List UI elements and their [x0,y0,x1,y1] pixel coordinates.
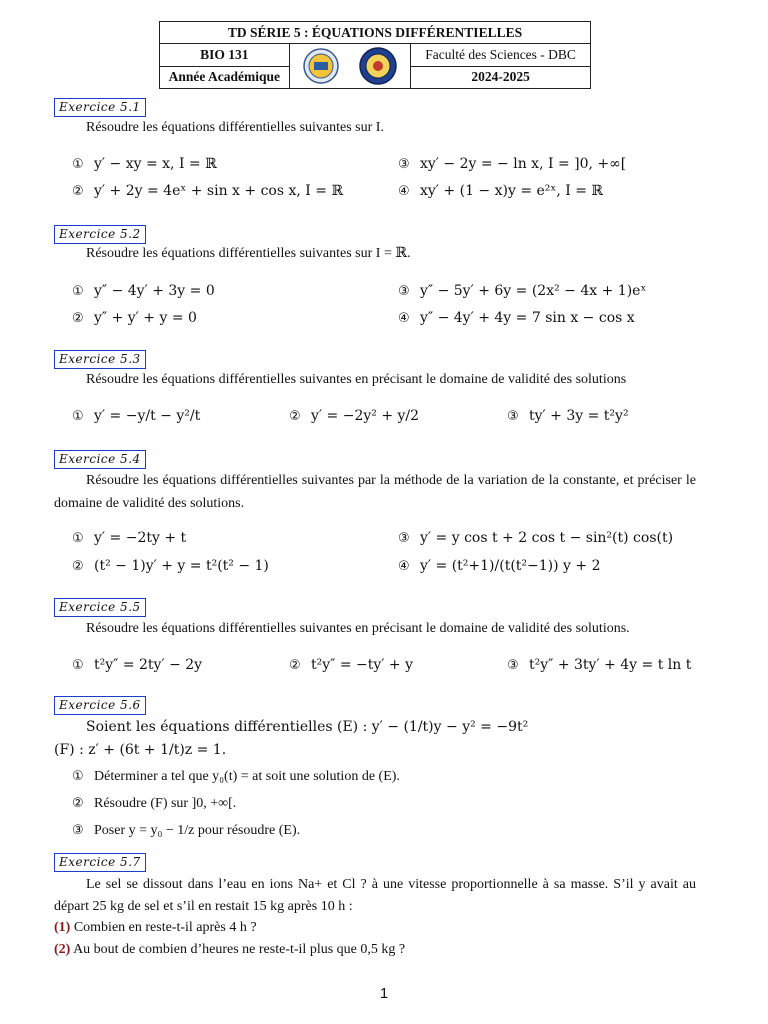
exercise-5-1-label: Exercice 5.1 [54,98,146,117]
header-table [159,21,591,89]
exercise-5-1-item-2: ② y′ + 2y = 4eˣ + sin x + cos x, I = ℝ [72,183,344,199]
exercise-5-3-item-2: ② y′ = −2y² + y/2 [289,408,420,424]
exercise-5-2-item-4: ④ y″ − 4y′ + 4y = 7 sin x − cos x [398,310,635,326]
exercise-5-6-item-2: ② Résoudre (F) sur ]0, +∞[. [72,796,237,811]
exercise-5-6-intro: Soient les équations différentielles (E) : y′ − (1/t)y − y² = −9t² [86,719,529,735]
university-logo-icon [302,47,340,85]
exercise-5-5-item-1: ① t²y″ = 2ty′ − 2y [72,657,203,673]
exercise-5-2-item-3: ③ y″ − 5y′ + 6y = (2x² − 4x + 1)eˣ [398,283,647,299]
exercise-5-1-item-3: ③ xy′ − 2y = − ln x, I = ]0, +∞[ [398,156,627,172]
academic-year: 2024-2025 [411,66,591,89]
exercise-5-7-intro: Le sel se dissout dans l’eau en ions Na+ et Cl ? à une vitesse proportionnelle à sa masse. S’il y avait au départ 25 kg de sel et s’il en restait 15 kg après 10 h : [54,877,696,914]
exercise-5-6-label: Exercice 5.6 [54,696,146,715]
document-title: TD SÉRIE 5 : ÉQUATIONS DIFFÉRENTIELLES [160,22,591,44]
exercise-5-6-intro-f: (F) : z′ + (6t + 1/t)z = 1. [54,742,227,758]
exercise-5-4-item-3: ③ y′ = y cos t + 2 cos t − sin²(t) cos(t) [398,530,674,546]
exercise-5-5-label: Exercice 5.5 [54,598,146,617]
faculty-name: Faculté des Sciences - DBC [411,44,591,67]
exercise-5-4-item-4: ④ y′ = (t²+1)/(t(t²−1)) y + 2 [398,558,601,574]
exercise-5-4-item-2: ② (t² − 1)y′ + y = t²(t² − 1) [72,558,269,574]
exercise-5-4-item-1: ① y′ = −2ty + t [72,530,187,546]
course-code: BIO 131 [160,44,290,67]
year-label: Année Académique [160,66,290,89]
logos-cell [289,44,411,89]
page-number: 1 [379,985,389,1002]
exercise-5-7-question-1: (1) Combien en reste-t-il après 4 h ? [54,920,257,935]
exercise-5-5-item-2: ② t²y″ = −ty′ + y [289,657,413,673]
exercise-5-3-item-1: ① y′ = −y/t − y²/t [72,408,201,424]
exercise-5-4-intro: Résoudre les équations différentielles suivantes par la méthode de la variation de la constante, et préciser le domaine de validité des solutions. [54,473,696,511]
exercise-5-2-item-2: ② y″ + y′ + y = 0 [72,310,197,326]
exercise-5-1-item-1: ① y′ − xy = x, I = ℝ [72,156,217,172]
exercise-5-3-item-3: ③ ty′ + 3y = t²y² [507,408,629,424]
exercise-5-2-intro: Résoudre les équations différentielles suivantes sur I = ℝ. [86,246,411,261]
exercise-5-3-label: Exercice 5.3 [54,350,146,369]
exercise-5-1-intro: Résoudre les équations différentielles suivantes sur I. [86,120,384,135]
exercise-5-6-item-3: ③ Poser y = y₀ − 1/z pour résoudre (E). [72,823,301,838]
exercise-5-7-question-2: (2) Au bout de combien d’heures ne reste-t-il plus que 0,5 kg ? [54,942,406,957]
exercise-5-5-item-3: ③ t²y″ + 3ty′ + 4y = t ln t [507,657,692,673]
exercise-5-2-label: Exercice 5.2 [54,225,146,244]
exercise-5-7-label: Exercice 5.7 [54,853,146,872]
exercise-5-2-item-1: ① y″ − 4y′ + 3y = 0 [72,283,215,299]
faculty-logo-icon [358,46,398,86]
exercise-5-3-intro: Résoudre les équations différentielles suivantes en précisant le domaine de validité des solutions [86,372,627,387]
exercise-5-5-intro: Résoudre les équations différentielles suivantes en précisant le domaine de validité des solutions. [86,621,630,636]
exercise-5-6-item-1: ① Déterminer a tel que y₀(t) = at soit une solution de (E). [72,769,400,784]
exercise-5-1-item-4: ④ xy′ + (1 − x)y = e²ˣ, I = ℝ [398,183,604,199]
exercise-5-4-label: Exercice 5.4 [54,450,146,469]
